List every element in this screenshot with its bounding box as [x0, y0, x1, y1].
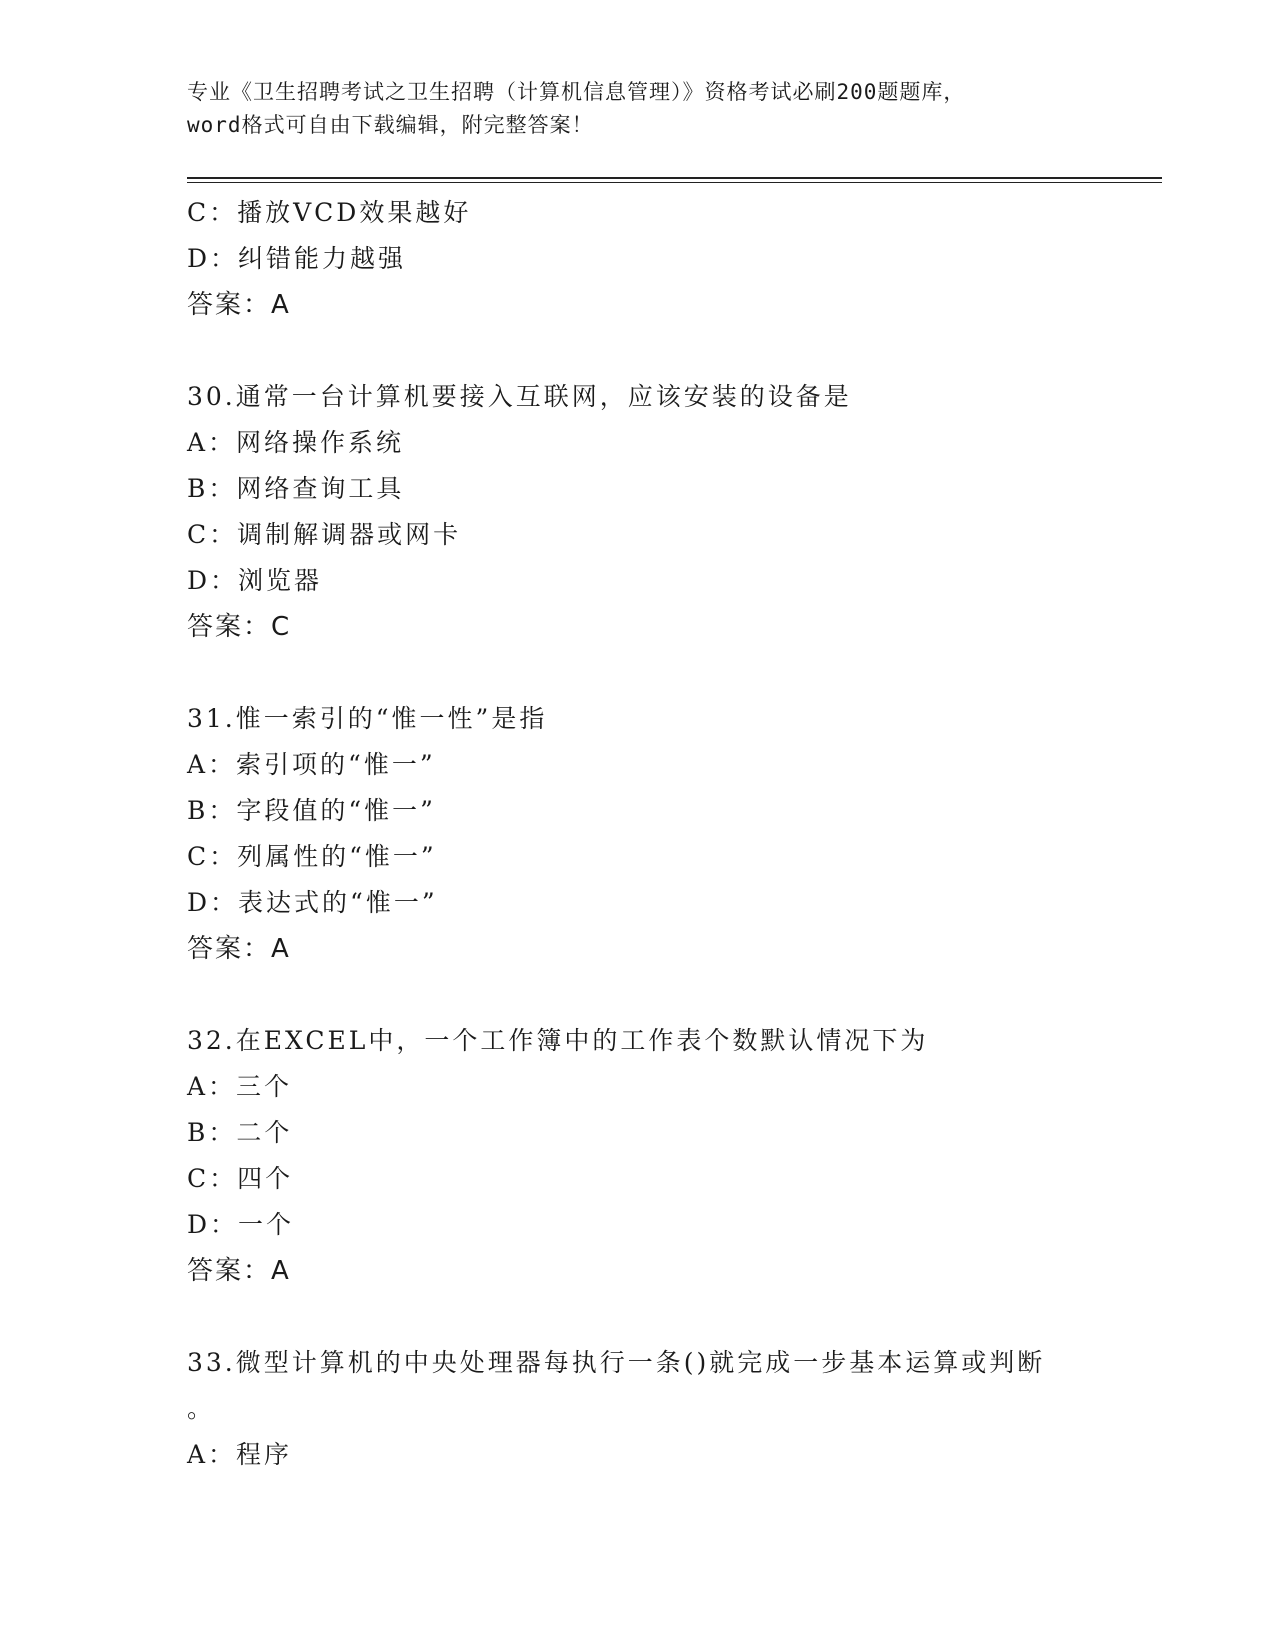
question-30: [187, 374, 1087, 650]
option-c: C：调制解调器或网卡: [187, 520, 462, 549]
question-33: [187, 1340, 1087, 1478]
header-title-line-1: 专业《卫生招聘考试之卫生招聘（计算机信息管理）》资格考试必刷200题题库，: [187, 80, 966, 104]
spacer: [187, 972, 1087, 1018]
option-c: C：列属性的“惟一”: [187, 842, 437, 871]
option-d: D：纠错能力越强: [187, 244, 407, 273]
answer-label: 答案：A: [187, 1256, 291, 1286]
option-a: A：索引项的“惟一”: [187, 750, 436, 779]
question-stem: 32.在EXCEL中，一个工作簿中的工作表个数默认情况下为: [187, 1026, 929, 1055]
question-stem-continuation: 。: [187, 1394, 216, 1423]
option-b: B：二个: [187, 1118, 293, 1147]
question-list: [187, 190, 1087, 1478]
option-a: A：三个: [187, 1072, 293, 1101]
spacer: [187, 328, 1087, 374]
option-b: B：网络查询工具: [187, 474, 405, 503]
header-title-line-2: word格式可自由下载编辑，附完整答案！: [187, 113, 594, 137]
option-a: A：程序: [187, 1440, 293, 1469]
document-header: [187, 76, 1087, 142]
question-31: [187, 696, 1087, 972]
answer-label: 答案：A: [187, 290, 291, 320]
question-29-tail: [187, 190, 1087, 328]
spacer: [187, 1294, 1087, 1340]
question-stem: 30.通常一台计算机要接入互联网，应该安装的设备是: [187, 382, 852, 411]
option-d: D：表达式的“惟一”: [187, 888, 438, 917]
option-d: D：一个: [187, 1210, 295, 1239]
option-a: A：网络操作系统: [187, 428, 405, 457]
question-stem: 31.惟一索引的“惟一性”是指: [187, 704, 548, 733]
option-c: C：播放VCD效果越好: [187, 198, 472, 227]
header-divider-thick: [187, 177, 1162, 179]
spacer: [187, 650, 1087, 696]
answer-label: 答案：A: [187, 934, 291, 964]
header-divider-thin: [187, 182, 1162, 183]
option-c: C：四个: [187, 1164, 294, 1193]
option-d: D：浏览器: [187, 566, 323, 595]
question-stem: 33.微型计算机的中央处理器每执行一条()就完成一步基本运算或判断: [187, 1348, 1046, 1377]
answer-label: 答案：C: [187, 612, 292, 642]
option-b: B：字段值的“惟一”: [187, 796, 436, 825]
question-32: [187, 1018, 1087, 1294]
